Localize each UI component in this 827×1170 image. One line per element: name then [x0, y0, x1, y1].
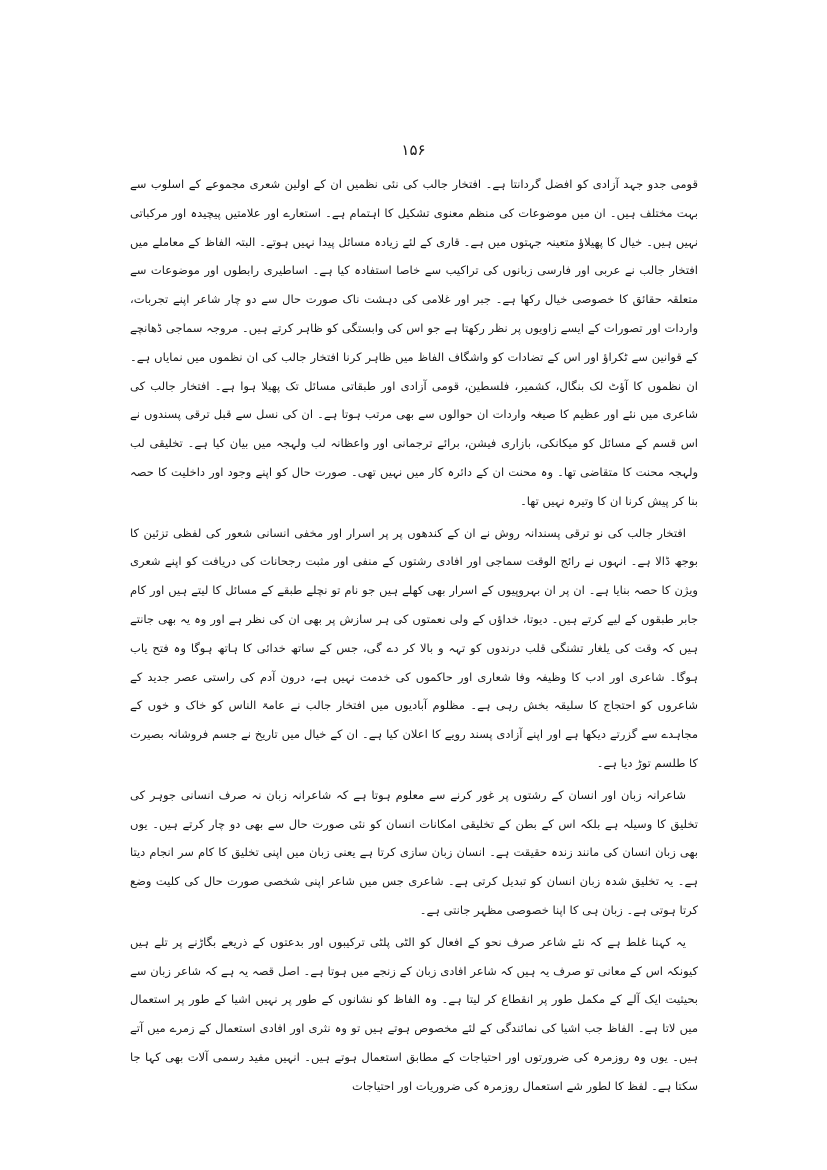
paragraph-3: شاعرانہ زبان اور انسان کے رشتوں پر غور کرنے سے معلوم ہوتا ہے کہ شاعرانہ زبان نہ صرف انسانی جوہر کی تخلیق کا وسیلہ ہے بلکہ اس کے بطن کے تخلیقی امکانات انسان کو نئی صورت حال سے بھی دو چار کرتے ہیں۔ یوں بھی زبان انسان کی مانند زندہ حقیقت ہے۔ انسان زبان سازی کرتا ہے یعنی زبان میں اپنی تخلیق کا کام سر انجام دیتا ہے۔ یہ تخلیق شدہ زبان انسان کو تبدیل کرتی ہے۔ شاعری جس میں شاعر اپنی شخصی صورت حال کی کلیت وضع کرتا ہوتی ہے۔ زبان ہی کا اپنا خصوصی مظہر جانتی ہے۔	[130, 787, 698, 917]
page-number: ۱۵۶	[401, 141, 426, 159]
paragraph-4: یہ کہنا غلط ہے کہ نئے شاعر صرف نحو کے افعال کو الٹی پلٹی ترکیبوں اور بدعتوں کے ذریعے بگاڑنے پر تلے ہیں کیونکہ اس کے معانی تو صرف یہ ہیں کہ شاعر افادی زبان کے زنجے میں ہوتا ہے۔ اصل قصہ یہ ہے کہ شاعر زبان سے بحیثیت ایک آلے کے مکمل طور پر انقطاع کر لیتا ہے۔ وہ الفاظ کو نشانوں کے طور پر نہیں اشیا کے طور پر استعمال میں لاتا ہے۔ الفاظ جب اشیا کی نمائندگی کے لئے مخصوص ہوتے ہیں تو وہ نثری اور افادی استعمال کے زمرے میں آتے ہیں۔ یوں وہ روزمرہ کی ضرورتوں اور احتیاجات کے مطابق استعمال ہوتے ہیں۔ انہیں مفید رسمی آلات بھی کہا جا سکتا ہے۔ لفظ کا لطور شے استعمال روزمرہ کی ضروریات اور احتیاجات	[130, 934, 698, 1093]
paragraph-1: قومی جدو جہد آزادی کو افضل گردانتا ہے۔ افتخار جالب کی نئی نظمیں ان کے اولین شعری مجموعے کے اسلوب سے بہت مختلف ہیں۔ ان میں موضوعات کی منظم معنوی تشکیل کا اہتمام ہے۔ استعارے اور علامتیں پیچیدہ اور مرکباتی نہیں ہیں۔ خیال کا پھیلاؤ متعینہ جہتوں میں ہے۔ قاری کے لئے زیادہ مسائل پیدا نہیں ہوتے۔ البتہ الفاظ کے معاملے میں افتخار جالب نے عربی اور فارسی زبانوں کی تراکیب سے خاصا استفادہ کیا ہے۔ اساطیری رابطوں اور موضوعات سے متعلقہ حقائق کا خصوصی خیال رکھا ہے۔ جبر اور غلامی کی دہشت ناک صورت حال سے دو چار شاعر اپنے تجربات، واردات اور تصورات کے ایسے زاویوں پر نظر رکھتا ہے جو اس کی وابستگی کو ظاہر کرتے ہیں۔ مروجہ سماجی ڈھانچے کے قوانین سے ٹکراؤ اور اس کے تضادات کو واشگاف الفاظ میں ظاہر کرنا افتخار جالب کی ان نظموں میں نمایاں ہے۔ ان نظموں کا آؤٹ لک بنگال، کشمیر، فلسطین، قومی آزادی اور طبقاتی مسائل تک پھیلا ہوا ہے۔ افتخار جالب کی شاعری میں نئے اور عظیم کا صیغہ واردات ان حوالوں سے بھی مرتب ہوتا ہے۔ ان کی نسل سے قبل ترقی پسندوں نے اس قسم کے مسائل کو میکانکی، بازاری فیشن، برائے ترجمانی اور واعظانہ لب ولہجہ میں بیان کیا ہے۔ تخلیقی لب ولہجہ محنت کا متقاضی تھا۔ وہ محنت ان کے دائرہ کار میں نہیں تھی۔ صورت حال کو اپنے وجود اور داخلیت کا حصہ بنا کر پیش کرنا ان کا وتیرہ نہیں تھا۔	[130, 177, 698, 508]
paragraph-2: افتخار جالب کی نو ترقی پسندانہ روش نے ان کے کندھوں پر پر اسرار اور مخفی انسانی شعور کی لفظی تزئین کا بوجھ ڈالا ہے۔ انہوں نے رائج الوقت سماجی اور افادی رشتوں کے منفی اور مثبت رجحانات کی دریافت کو اپنے شعری ویژن کا حصہ بنایا ہے۔ ان پر ان بہروپیوں کے اسرار بھی کھلے ہیں جو نام تو نچلے طبقے کے مسائل کا لیتے ہیں اور کام جابر طبقوں کے لیے کرتے ہیں۔ دیوتا، خداؤں کے ولی نعمتوں کی ہر سازش پر بھی ان کی نظر ہے اور وہ یہ بھی جانتے ہیں کہ وقت کی یلغار تشنگی قلب درندوں کو تہہ و بالا کر دے گی، جس کے ساتھ خدائی کا ہاتھ ہوگا وہ فتح یاب ہوگا۔ شاعری اور ادب کا وظیفہ وفا شعاری اور حاکموں کی خدمت نہیں ہے، درون آدم کی راستی عصر جدید کے شاعروں کو احتجاج کا سلیقہ بخش رہی ہے۔ مظلوم آبادیوں میں افتخار جالب نے عامۃ الناس کو خاک و خوں کے مجاہدے سے گزرتے دیکھا ہے اور اپنے آزادی پسند رویے کا اعلان کیا ہے۔ ان کے خیال میں تاریخ نے جسم فروشانہ بصیرت کا طلسم توڑ دیا ہے۔	[130, 525, 698, 770]
body-text	[130, 170, 698, 1104]
